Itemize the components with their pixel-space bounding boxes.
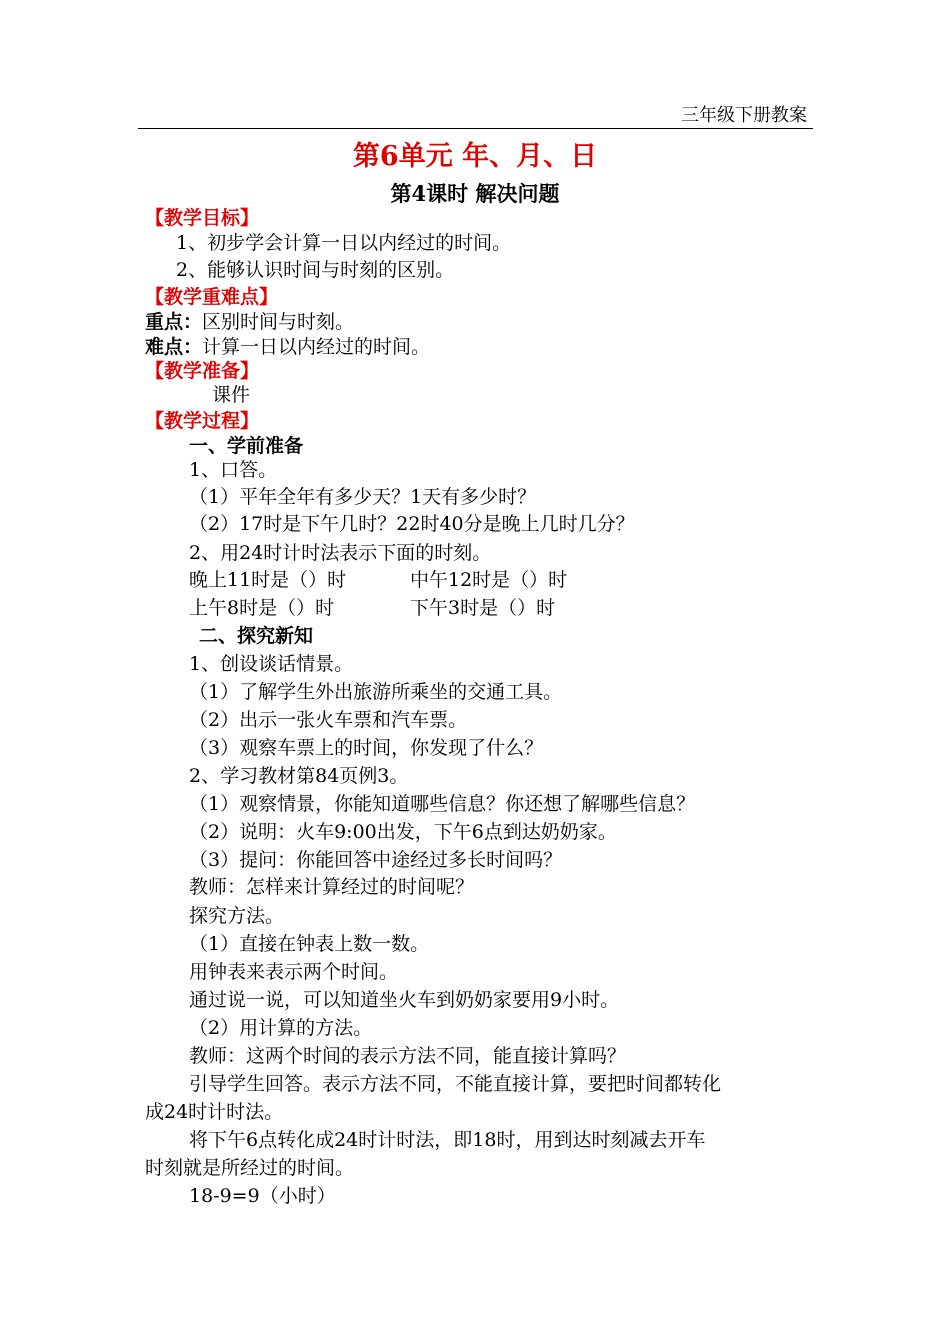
prep-text: 课件 xyxy=(212,384,251,406)
part1-line: 1、口答。 xyxy=(189,459,278,481)
header-text: 三年级下册教案 xyxy=(681,105,807,126)
paragraph-line: 引导学生回答。表示方法不同，不能直接计算，要把时间都转化 xyxy=(189,1073,722,1095)
part2-line: （1）直接在钟表上数一数。 xyxy=(189,933,430,955)
part2-heading: 二、探究新知 xyxy=(199,625,314,647)
part2-line: 教师：这两个时间的表示方法不同，能直接计算吗？ xyxy=(189,1045,627,1067)
part2-line: （1）了解学生外出旅游所乘坐的交通工具。 xyxy=(189,681,563,703)
part2-line: 探究方法。 xyxy=(189,905,285,927)
key-text: 区别时间与时刻。 xyxy=(202,311,355,333)
exercise-item: 晚上11时是（）时 xyxy=(189,569,347,591)
part2-line: 通过说一说，可以知道坐火车到奶奶家要用9小时。 xyxy=(189,989,620,1011)
key-point xyxy=(145,309,354,336)
paragraph-line: 将下午6点转化成24时计时法，即18时，用到达时刻减去开车 xyxy=(189,1129,706,1151)
unit-title: 第6单元 年、月、日 xyxy=(352,141,598,172)
goal-2: 2、能够认识时间与时刻的区别。 xyxy=(176,259,455,281)
section-prep: 【教学准备】 xyxy=(145,360,260,382)
key-label: 重点： xyxy=(145,311,203,333)
exercise-item: 下午3时是（）时 xyxy=(410,597,556,619)
exercise-item: 中午12时是（）时 xyxy=(410,569,568,591)
formula: 18-9=9（小时） xyxy=(189,1185,336,1207)
section-goals: 【教学目标】 xyxy=(145,207,260,229)
difficult-text: 计算一日以内经过的时间。 xyxy=(202,336,431,358)
part1-line: （2）17时是下午几时？22时40分是晚上几时几分？ xyxy=(189,513,635,535)
part1-line: （1）平年全年有多少天？1天有多少时？ xyxy=(189,486,537,508)
part2-line: （2）出示一张火车票和汽车票。 xyxy=(189,709,468,731)
part2-line: 1、创设谈话情景。 xyxy=(189,653,354,675)
part2-line: （1）观察情景，你能知道哪些信息？你还想了解哪些信息？ xyxy=(189,793,696,815)
part2-line: （2）说明：火车9:00出发，下午6点到达奶奶家。 xyxy=(189,821,617,843)
paragraph-line: 时刻就是所经过的时间。 xyxy=(145,1157,355,1179)
difficult-point xyxy=(145,334,430,361)
part1-heading: 一、学前准备 xyxy=(189,435,304,457)
lesson-subtitle: 第4课时 解决问题 xyxy=(390,181,560,206)
goal-1: 1、初步学会计算一日以内经过的时间。 xyxy=(176,232,512,254)
section-process: 【教学过程】 xyxy=(145,410,260,432)
part2-line: 2、学习教材第84页例3。 xyxy=(189,765,409,787)
part2-line: 教师：怎样来计算经过的时间呢？ xyxy=(189,876,475,898)
part2-line: （2）用计算的方法。 xyxy=(189,1017,373,1039)
part2-line: （3）观察车票上的时间，你发现了什么？ xyxy=(189,737,544,759)
section-key-points: 【教学重难点】 xyxy=(145,286,279,308)
difficult-label: 难点： xyxy=(145,336,203,358)
part1-line: 2、用24时计时法表示下面的时刻。 xyxy=(189,542,492,564)
exercise-item: 上午8时是（）时 xyxy=(189,597,335,619)
part2-line: （3）提问：你能回答中途经过多长时间吗？ xyxy=(189,849,563,871)
part2-line: 用钟表来表示两个时间。 xyxy=(189,961,399,983)
paragraph-line: 成24时计时法。 xyxy=(145,1101,284,1123)
page-header xyxy=(138,104,813,129)
